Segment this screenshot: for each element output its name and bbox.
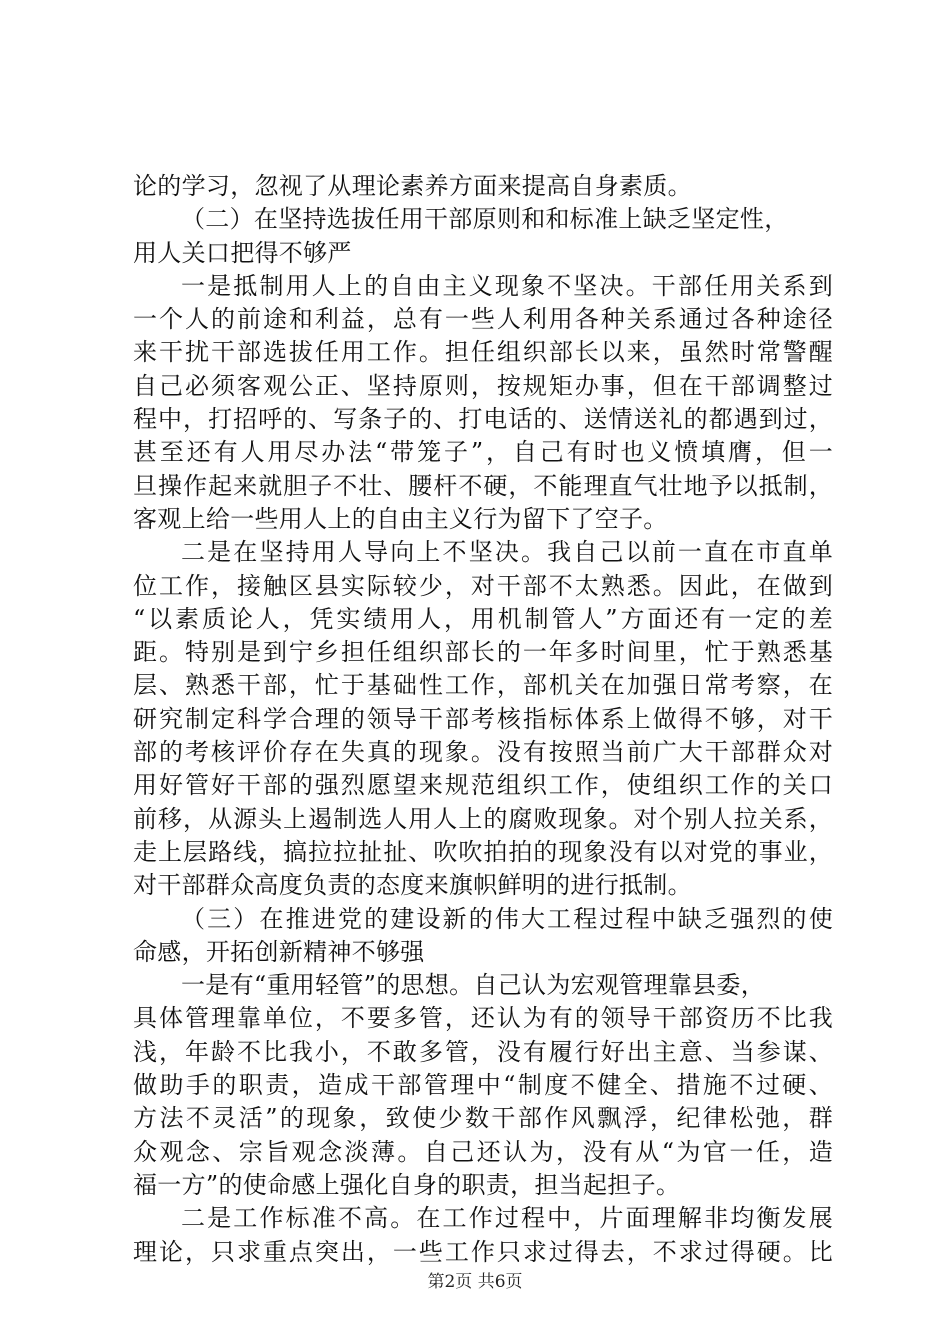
text-line: 前移，从源头上遏制选人用人上的腐败现象。对个别人拉关系， (133, 804, 833, 833)
text-line: 浅，年龄不比我小，不敢多管，没有履行好出主意、当参谋、 (133, 1037, 833, 1066)
text-line: “以素质论人，凭实绩用人，用机制管人”方面还有一定的差 (133, 604, 833, 633)
text-line: 方法不灵活”的现象，致使少数干部作风飘浮，纪律松弛，群 (133, 1104, 833, 1133)
page-footer: 第2页 共6页 (427, 1272, 523, 1292)
text-line: 二是在坚持用人导向上不坚决。我自己以前一直在市直单 (181, 538, 833, 567)
text-line: 福一方”的使命感上强化自身的职责，担当起担子。 (133, 1170, 681, 1199)
text-line: 理论，只求重点突出，一些工作只求过得去，不求过得硬。比 (133, 1237, 833, 1266)
text-line: 一是有“重用轻管”的思想。自己认为宏观管理靠县委， (181, 971, 766, 1000)
text-line: 位工作，接触区县实际较少，对干部不太熟悉。因此，在做到 (133, 571, 833, 600)
text-line: 一是抵制用人上的自由主义现象不坚决。干部任用关系到 (181, 271, 833, 300)
text-line: 具体管理靠单位，不要多管，还认为有的领导干部资历不比我 (133, 1004, 833, 1033)
text-line: 程中，打招呼的、写条子的、打电话的、送情送礼的都遇到过， (133, 405, 833, 434)
text-line: 论的学习，忽视了从理论素养方面来提高自身素质。 (133, 172, 692, 200)
document-body (133, 170, 833, 1269)
text-line: 研究制定科学合理的领导干部考核指标体系上做得不够，对干 (133, 704, 833, 733)
text-line: 对干部群众高度负责的态度来旗帜鲜明的进行抵制。 (133, 871, 692, 900)
text-line: 一个人的前途和利益，总有一些人利用各种关系通过各种途径 (133, 305, 833, 334)
text-line: 客观上给一些用人上的自由主义行为留下了空子。 (133, 504, 668, 533)
text-line: 旦操作起来就胆子不壮、腰杆不硬，不能理直气壮地予以抵制， (133, 471, 833, 500)
text-line: 用好管好干部的强烈愿望来规范组织工作，使组织工作的关口 (133, 771, 833, 800)
text-line: （三）在推进党的建设新的伟大工程过程中缺乏强烈的使 (181, 904, 833, 933)
text-line: 自己必须客观公正、坚持原则，按规矩办事，但在干部调整过 (133, 371, 833, 400)
text-line: 距。特别是到宁乡担任组织部长的一年多时间里，忙于熟悉基 (133, 638, 833, 667)
text-line: 命感，开拓创新精神不够强 (133, 937, 425, 966)
text-line: 部的考核评价存在失真的现象。没有按照当前广大干部群众对 (133, 738, 833, 767)
text-line: 来干扰干部选拔任用工作。担任组织部长以来，虽然时常警醒 (133, 338, 833, 367)
text-line: 做助手的职责，造成干部管理中“制度不健全、措施不过硬、 (133, 1071, 833, 1100)
text-line: （二）在坚持选拔任用干部原则和和标准上缺乏坚定性， (181, 205, 789, 234)
text-line: 层、熟悉干部，忙于基础性工作，部机关在加强日常考察，在 (133, 671, 833, 700)
text-line: 众观念、宗旨观念淡薄。自己还认为，没有从“为官一任，造 (133, 1137, 833, 1166)
text-line: 甚至还有人用尽办法“带笼子”，自己有时也义愤填膺，但一 (133, 438, 833, 467)
text-line: 走上层路线，搞拉拉扯扯、吹吹拍拍的现象没有以对党的事业， (133, 837, 833, 866)
text-line: 二是工作标准不高。在工作过程中，片面理解非均衡发展 (181, 1204, 833, 1233)
text-line: 用人关口把得不够严 (133, 238, 352, 267)
